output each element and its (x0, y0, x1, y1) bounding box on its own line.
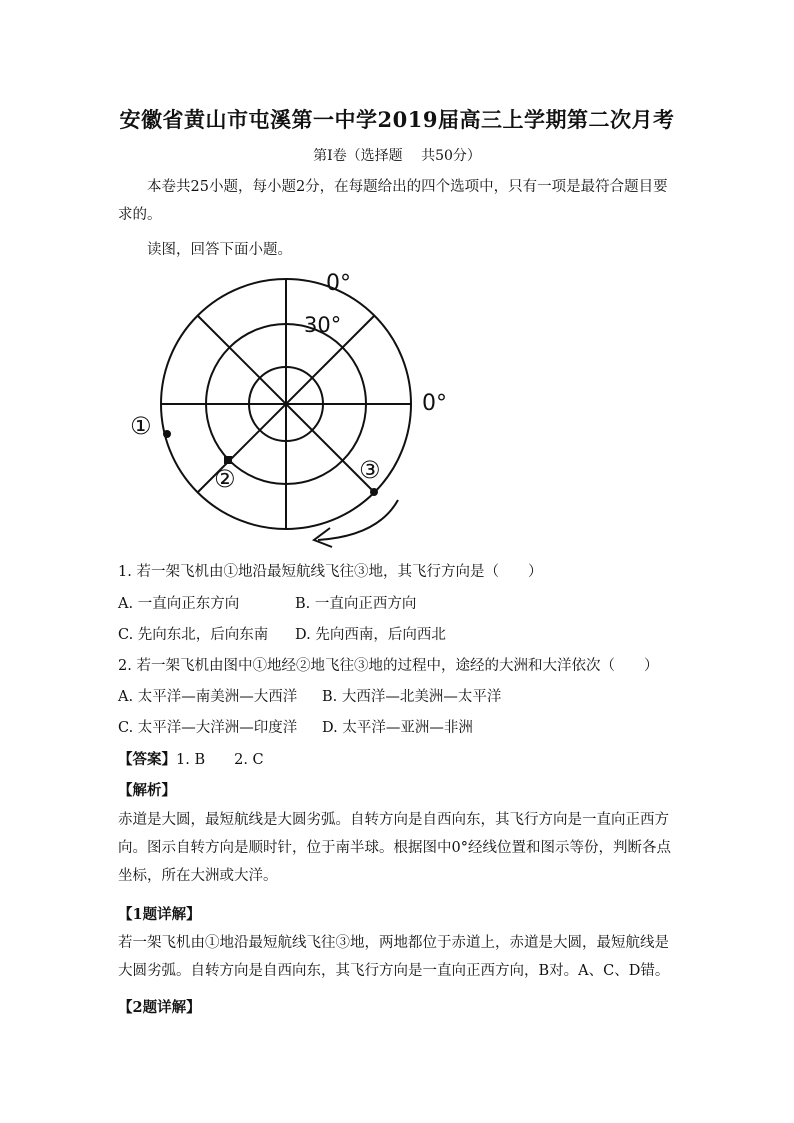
detail-1-label: 【1题详解】 (118, 906, 201, 923)
question-2-option-d: D. 太平洋—亚洲—非洲 (322, 720, 473, 736)
label-point-1: ① (130, 412, 152, 440)
point-3-marker (370, 488, 378, 496)
question-2-stem: 2. 若一架飞机由图中①地经②地飞往③地的过程中，途经的大洲和大洋依次（ ） (118, 658, 659, 674)
label-thirty: 30° (304, 313, 342, 337)
answer-label: 【答案】 (118, 751, 176, 768)
polar-projection-diagram (128, 264, 458, 554)
intro-paragraph: 本卷共25小题，每小题2分，在每题给出的四个选项中，只有一项是最符合题目要求的。 (118, 179, 668, 223)
label-zero-right: 0° (422, 391, 447, 416)
analysis-paragraph: 赤道是大圆，最短航线是大圆劣弧。自转方向是自西向东，其飞行方向是一直向正西方向。图示自转方向是顺时针，位于南半球。根据图中0°经线位置和图示等份，判断各点坐标，所在大洲或大洋。 (118, 812, 671, 884)
question-1-option-a: A. 一直向正东方向 (118, 596, 240, 612)
instruction-text: 读图，回答下面小题。 (147, 242, 292, 258)
diagram-lines (161, 279, 411, 547)
question-1-option-d: D. 先向西南，后向西北 (295, 627, 446, 643)
question-2-option-c: C. 太平洋—大洋洲—印度洋 (118, 720, 298, 736)
point-1-marker (163, 430, 171, 438)
question-2-option-a: A. 太平洋—南美洲—大西洋 (118, 689, 298, 705)
point-2-marker (224, 456, 232, 464)
page-title: 安徽省黄山市屯溪第一中学2019届高三上学期第二次月考 (119, 107, 675, 132)
rotation-arrow-head (314, 528, 332, 547)
label-point-2: ② (214, 465, 236, 493)
question-1-option-c: C. 先向东北，后向东南 (118, 627, 269, 643)
question-1-stem: 1. 若一架飞机由①地沿最短航线飞往③地，其飞行方向是（ ） (118, 564, 543, 580)
question-2-option-b: B. 大西洋—北美洲—太平洋 (322, 689, 502, 705)
analysis-label: 【解析】 (118, 782, 176, 799)
label-point-3: ③ (359, 456, 381, 484)
label-zero-top: 0° (326, 271, 351, 296)
answer-line (118, 748, 264, 769)
question-1-option-b: B. 一直向正西方向 (295, 596, 417, 612)
detail-2-label: 【2题详解】 (118, 999, 201, 1016)
detail-1-paragraph: 若一架飞机由①地沿最短航线飞往③地，两地都位于赤道上，赤道是大圆，最短航线是大圆劣弧。自转方向是自西向东，其飞行方向是一直向正西方向，B对。A、C、D错。 (118, 935, 670, 979)
answer-text: 1. B 2. C (176, 752, 264, 768)
section-subtitle: 第I卷（选择题 共50分） (313, 148, 481, 164)
